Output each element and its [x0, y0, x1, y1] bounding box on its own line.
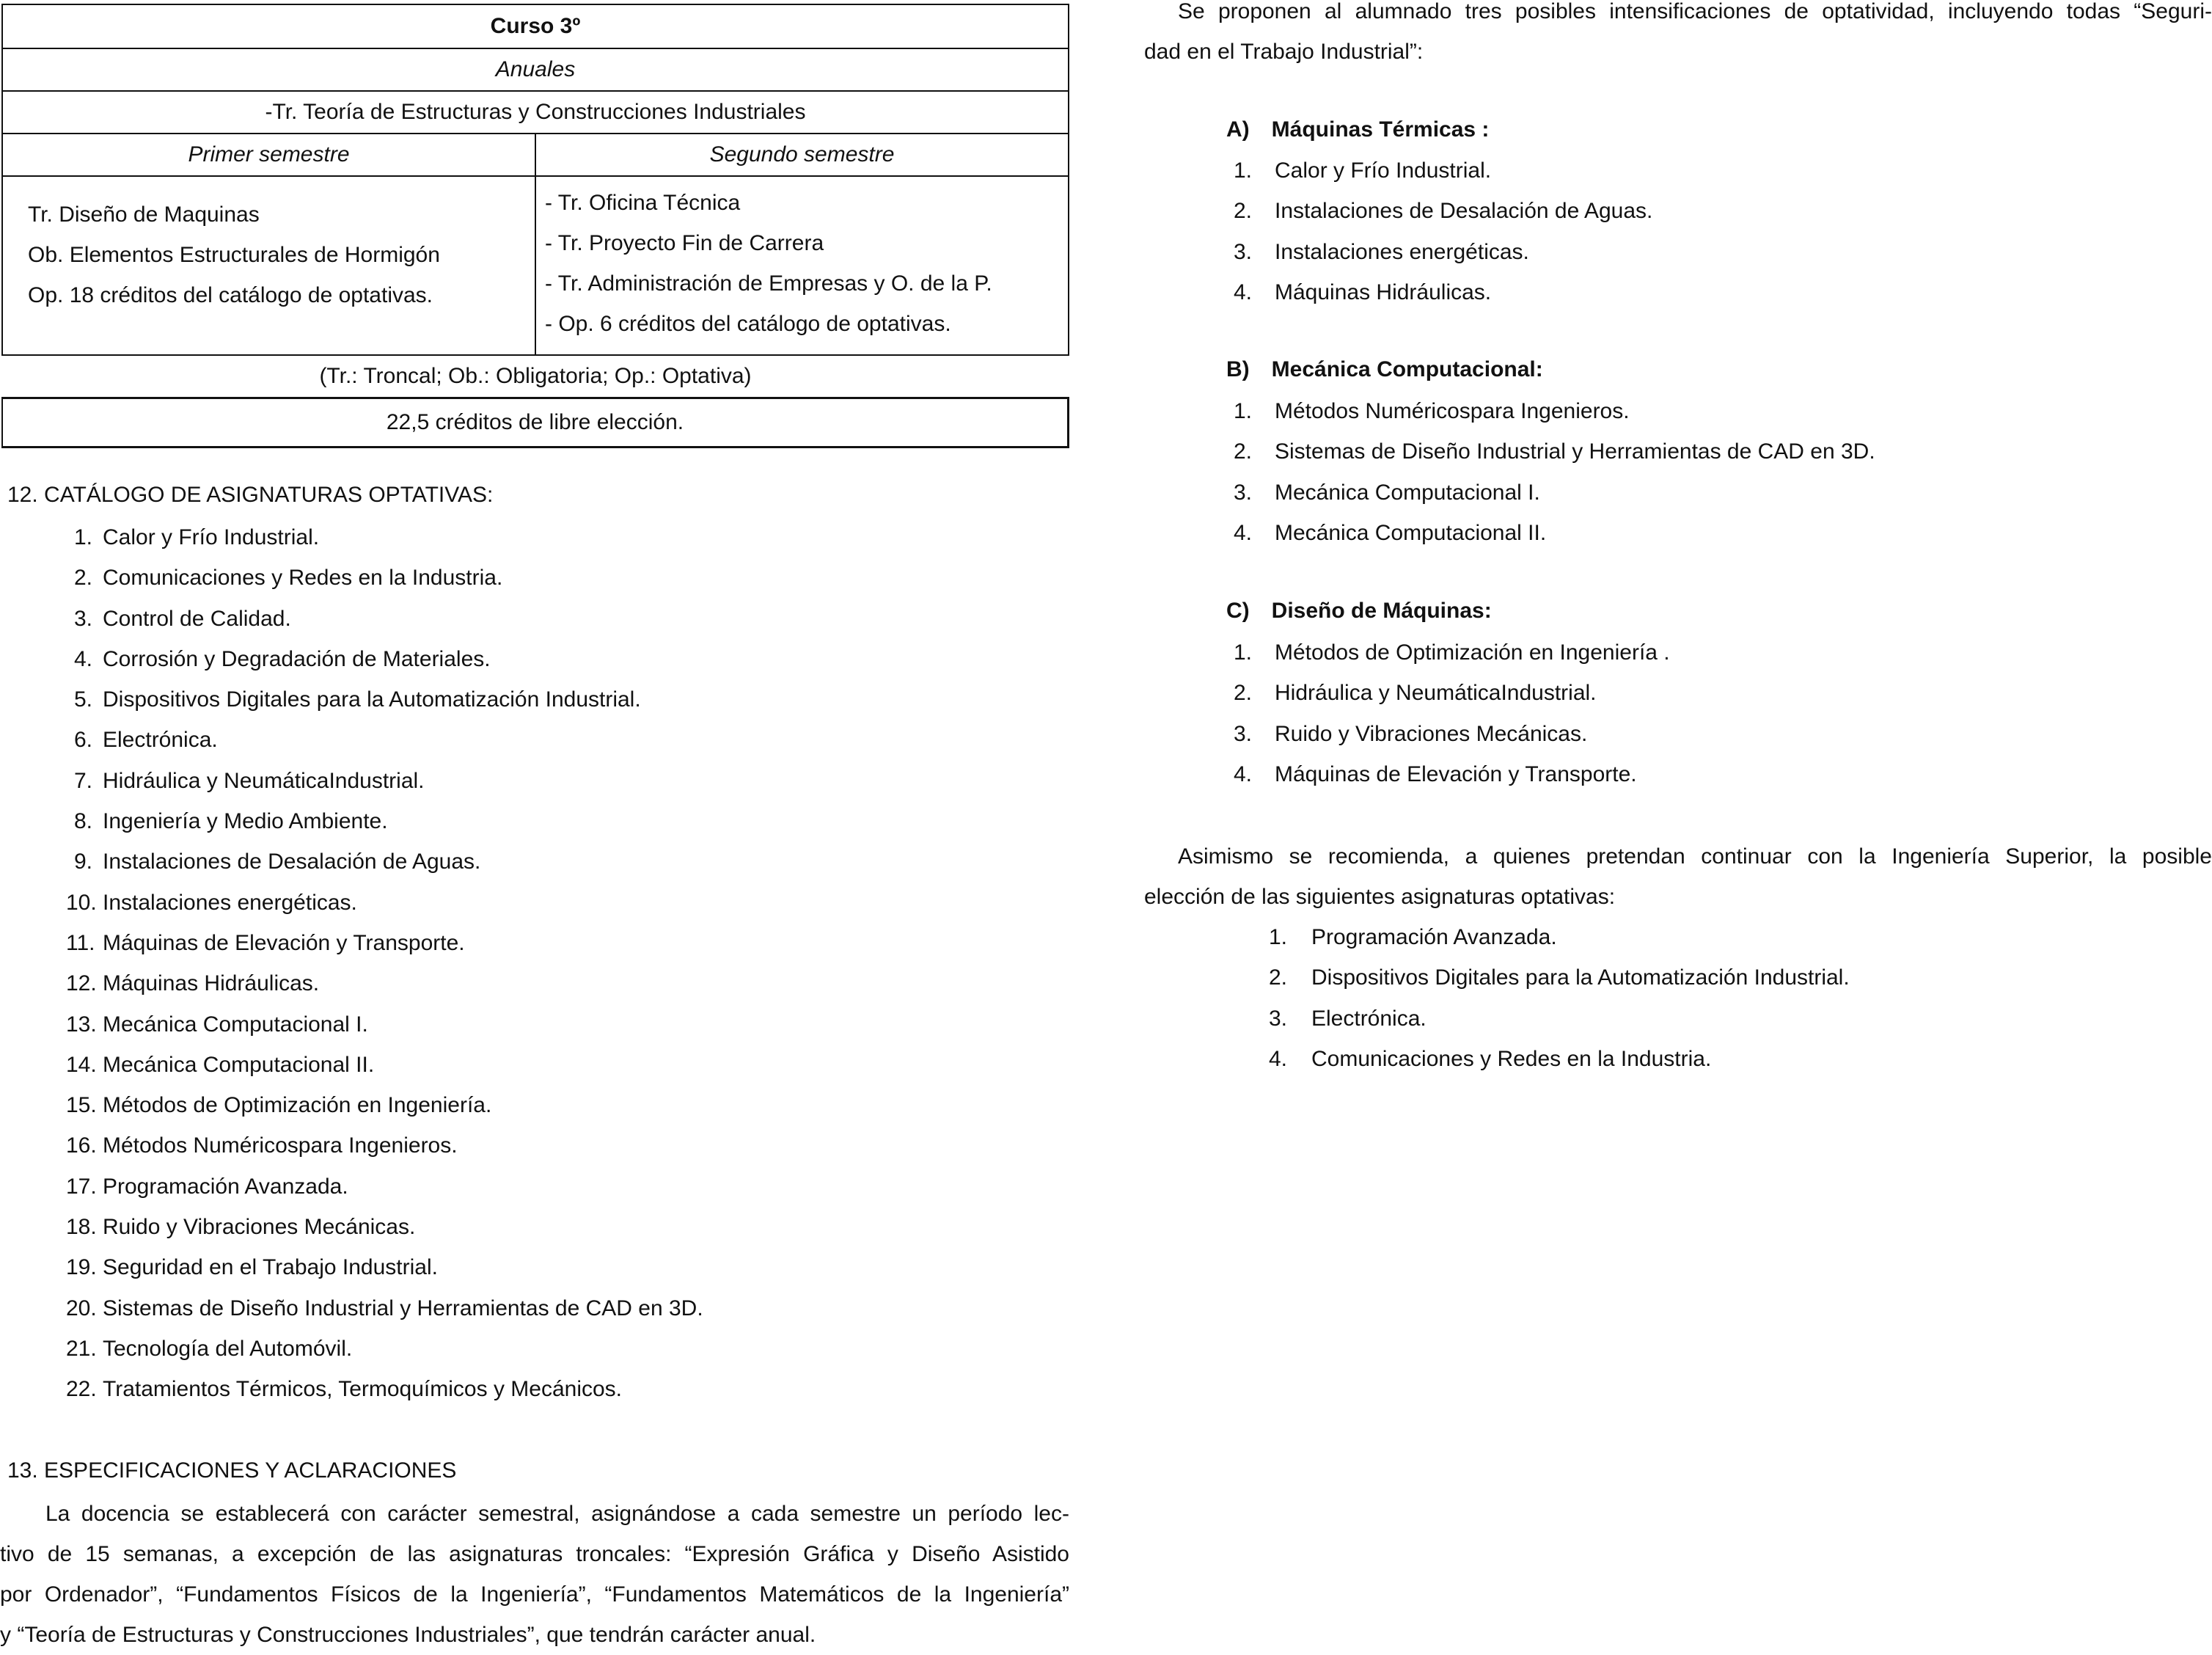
- group-b-list: [1226, 397, 2180, 559]
- paragraph-line: elección de las siguientes asignaturas optativas:: [1144, 885, 1616, 909]
- first-semester-cell: [1, 175, 536, 356]
- list-item: 8. Ingeniería y Medio Ambiente.: [73, 809, 388, 834]
- list-item: 15. Métodos de Optimización en Ingeniería.: [66, 1093, 492, 1118]
- list-item: 1. Métodos Numéricospara Ingenieros.: [1234, 399, 1630, 423]
- list-item: 14. Mecánica Computacional II.: [66, 1052, 375, 1077]
- list-item: 2. Sistemas de Diseño Industrial y Herramientas de CAD en 3D.: [1234, 439, 1875, 464]
- list-item: 3. Ruido y Vibraciones Mecánicas.: [1234, 721, 1588, 746]
- legend-note: (Tr.: Troncal; Ob.: Obligatoria; Op.: Optativa): [319, 364, 752, 388]
- second-semester-item: - Tr. Oficina Técnica: [545, 191, 741, 215]
- list-item: 1. Calor y Frío Industrial.: [73, 525, 320, 549]
- optional-subjects-list: [0, 523, 880, 1416]
- first-semester-header: Primer semestre: [1, 133, 536, 177]
- list-item: 3. Control de Calidad.: [73, 606, 291, 631]
- paragraph-line: por Ordenador”, “Fundamentos Físicos de la Ingeniería”, “Fundamentos Matemáticos de la Ingeniería”: [0, 1582, 1069, 1607]
- list-item: 3. Mecánica Computacional I.: [1234, 480, 1540, 505]
- list-item: 12. Máquinas Hidráulicas.: [66, 971, 320, 996]
- first-semester-item: Tr. Diseño de Maquinas: [28, 202, 260, 227]
- section13-paragraph: [0, 1494, 1069, 1655]
- list-item: 22. Tratamientos Térmicos, Termoquímicos y Mecánicos.: [66, 1377, 623, 1402]
- group-b-heading: B) Mecánica Computacional:: [1226, 357, 1543, 381]
- intensification-intro: [1144, 0, 2212, 72]
- course-table: [1, 4, 1069, 444]
- list-item: 1. Programación Avanzada.: [1269, 925, 1557, 949]
- list-item: 20. Sistemas de Diseño Industrial y Herramientas de CAD en 3D.: [66, 1296, 703, 1320]
- second-semester-header: Segundo semestre: [535, 133, 1069, 177]
- list-item: 5. Dispositivos Digitales para la Automatización Industrial.: [73, 687, 641, 712]
- second-semester-item: - Op. 6 créditos del catálogo de optativas.: [545, 312, 951, 336]
- paragraph-line: y “Teoría de Estructuras y Construcciones Industriales”, que tendrán carácter anual.: [0, 1623, 816, 1647]
- list-item: 4. Comunicaciones y Redes en la Industria.: [1269, 1046, 1712, 1071]
- list-item: 9. Instalaciones de Desalación de Aguas.: [73, 850, 481, 874]
- recommendation-paragraph: [1144, 836, 2212, 917]
- second-semester-item: - Tr. Proyecto Fin de Carrera: [545, 231, 824, 255]
- list-item: 21. Tecnología del Automóvil.: [66, 1336, 353, 1361]
- list-item: 16. Métodos Numéricospara Ingenieros.: [66, 1133, 458, 1158]
- list-item: 18. Ruido y Vibraciones Mecánicas.: [66, 1215, 416, 1240]
- section12-heading: 12. CATÁLOGO DE ASIGNATURAS OPTATIVAS:: [7, 483, 494, 507]
- first-semester-item: Ob. Elementos Estructurales de Hormigón: [28, 243, 440, 267]
- free-credits-box: 22,5 créditos de libre elección.: [1, 397, 1069, 448]
- annual-subject: -Tr. Teoría de Estructuras y Construcciones Industriales: [1, 90, 1069, 134]
- list-item: 6. Electrónica.: [73, 728, 218, 753]
- list-item: 1. Calor y Frío Industrial.: [1234, 158, 1492, 183]
- first-semester-item: Op. 18 créditos del catálogo de optativas.: [28, 283, 433, 307]
- list-item: 4. Corrosión y Degradación de Materiales.: [73, 646, 491, 671]
- list-item: 2. Comunicaciones y Redes en la Industria.: [73, 566, 503, 591]
- paragraph-line: Se proponen al alumnado tres posibles intensificaciones de optatividad, incluyendo todas “Seguri-: [1178, 0, 2212, 23]
- group-c-heading: C) Diseño de Máquinas:: [1226, 599, 1492, 623]
- list-item: 7. Hidráulica y NeumáticaIndustrial.: [73, 768, 425, 793]
- group-c-list: [1226, 638, 2180, 800]
- group-a-list: [1226, 156, 2180, 318]
- paragraph-line: tivo de 15 semanas, a excepción de las asignaturas troncales: “Expresión Gráfica y Diseño Asistido: [0, 1542, 1069, 1566]
- list-item: 11. Máquinas de Elevación y Transporte.: [66, 930, 465, 955]
- list-item: 3. Instalaciones energéticas.: [1234, 239, 1529, 264]
- list-item: 4. Mecánica Computacional II.: [1234, 520, 1547, 545]
- list-item: 1. Métodos de Optimización en Ingeniería .: [1234, 640, 1670, 665]
- list-item: 4. Máquinas de Elevación y Transporte.: [1234, 761, 1637, 786]
- second-semester-item: - Tr. Administración de Empresas y O. de la P.: [545, 271, 992, 296]
- paragraph-line: Asimismo se recomienda, a quienes pretendan continuar con la Ingeniería Superior, la posible: [1178, 844, 2212, 869]
- annual-label: Anuales: [1, 48, 1069, 92]
- course-title: Curso 3º: [1, 4, 1069, 49]
- list-item: 10. Instalaciones energéticas.: [66, 890, 357, 915]
- paragraph-line: La docencia se establecerá con carácter semestral, asignándose a cada semestre un período lec-: [45, 1502, 1069, 1526]
- paragraph-line: dad en el Trabajo Industrial”:: [1144, 40, 1424, 64]
- list-item: 13. Mecánica Computacional I.: [66, 1012, 368, 1037]
- second-semester-cell: [535, 175, 1069, 356]
- list-item: 3. Electrónica.: [1269, 1006, 1427, 1031]
- list-item: 2. Instalaciones de Desalación de Aguas.: [1234, 199, 1653, 224]
- list-item: 2. Dispositivos Digitales para la Automatización Industrial.: [1269, 965, 1850, 990]
- list-item: 2. Hidráulica y NeumáticaIndustrial.: [1234, 681, 1597, 706]
- list-item: 19. Seguridad en el Trabajo Industrial.: [66, 1255, 438, 1280]
- list-item: 4. Máquinas Hidráulicas.: [1234, 280, 1492, 304]
- list-item: 17. Programación Avanzada.: [66, 1174, 348, 1199]
- group-a-heading: A) Máquinas Térmicas :: [1226, 117, 1490, 142]
- section13-heading: 13. ESPECIFICACIONES Y ACLARACIONES: [7, 1458, 457, 1483]
- recommended-subjects-list: [1261, 923, 2208, 1085]
